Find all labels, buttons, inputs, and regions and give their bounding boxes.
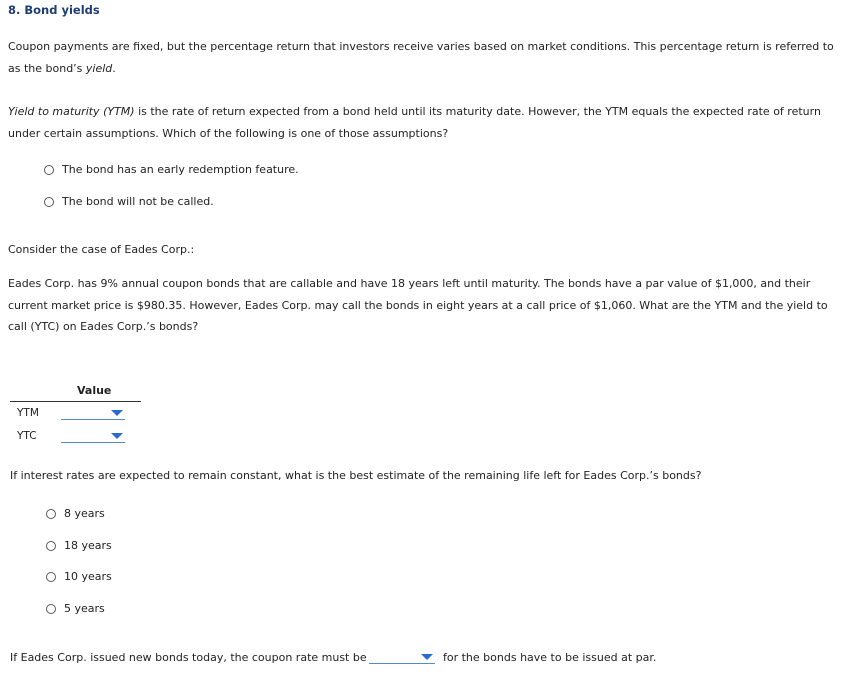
case-paragraph: Eades Corp. has 9% annual coupon bonds that are callable and have 18 years left until maturity. The bonds have a par value of $1,000, and their current market price is $980.35. However, Eades Corp. may call the bonds in eight years at a call price of $1,060. What are the YTM and the yield to call (YTC) on Eades Corp.’s bonds? bbox=[8, 277, 828, 333]
ytc-dropdown[interactable] bbox=[61, 429, 125, 443]
life-option-2[interactable] bbox=[46, 539, 112, 552]
option-label: 10 years bbox=[64, 570, 112, 583]
row-label-ytm: YTM bbox=[17, 407, 39, 419]
option-label: The bond has an early redemption feature. bbox=[62, 163, 299, 176]
remaining-life-question: If interest rates are expected to remain constant, what is the best estimate of the remaining life left for Eades Corp.’s bonds? bbox=[10, 469, 702, 482]
intro-emphasis: yield bbox=[85, 61, 113, 75]
life-option-4[interactable] bbox=[46, 602, 105, 615]
question-title: 8. Bond yields bbox=[8, 3, 100, 17]
radio-button[interactable] bbox=[46, 541, 56, 551]
radio-button[interactable] bbox=[46, 604, 56, 614]
intro-text-end: . bbox=[112, 61, 116, 75]
radio-button[interactable] bbox=[44, 165, 54, 175]
intro-paragraph bbox=[8, 36, 836, 79]
radio-button[interactable] bbox=[46, 509, 56, 519]
value-column-header: Value bbox=[77, 384, 112, 397]
life-option-1[interactable] bbox=[46, 507, 105, 520]
life-option-3[interactable] bbox=[46, 570, 112, 583]
radio-button[interactable] bbox=[44, 197, 54, 207]
option-label: 8 years bbox=[64, 507, 105, 520]
option-label: 5 years bbox=[64, 602, 105, 615]
chevron-down-icon bbox=[421, 654, 433, 660]
chevron-down-icon bbox=[111, 433, 123, 439]
coupon-rate-dropdown[interactable] bbox=[369, 650, 435, 664]
case-title: Consider the case of Eades Corp.: bbox=[8, 243, 195, 256]
option-label: 18 years bbox=[64, 539, 112, 552]
row-label-ytc: YTC bbox=[17, 430, 37, 442]
coupon-sentence-start: If Eades Corp. issued new bonds today, the coupon rate must be bbox=[10, 651, 367, 664]
intro-text: Coupon payments are fixed, but the percentage return that investors receive varies based on market conditions. This percentage return is referred to as the bond’s bbox=[8, 40, 834, 75]
ytm-definition-text: is the rate of return expected from a bond held until its maturity date. However, the YTM equals the expected rate of return under certain assumptions. Which of the following is one of those assumptions? bbox=[8, 105, 821, 140]
value-table-header bbox=[10, 384, 141, 402]
ytm-definition-paragraph bbox=[8, 101, 836, 144]
ytm-term: Yield to maturity (YTM) bbox=[8, 105, 135, 118]
assumption-option-1[interactable] bbox=[44, 163, 299, 176]
chevron-down-icon bbox=[111, 410, 123, 416]
assumption-option-2[interactable] bbox=[44, 195, 214, 208]
coupon-sentence-end: for the bonds have to be issued at par. bbox=[443, 651, 657, 664]
radio-button[interactable] bbox=[46, 572, 56, 582]
ytm-dropdown[interactable] bbox=[61, 406, 125, 420]
option-label: The bond will not be called. bbox=[62, 195, 214, 208]
